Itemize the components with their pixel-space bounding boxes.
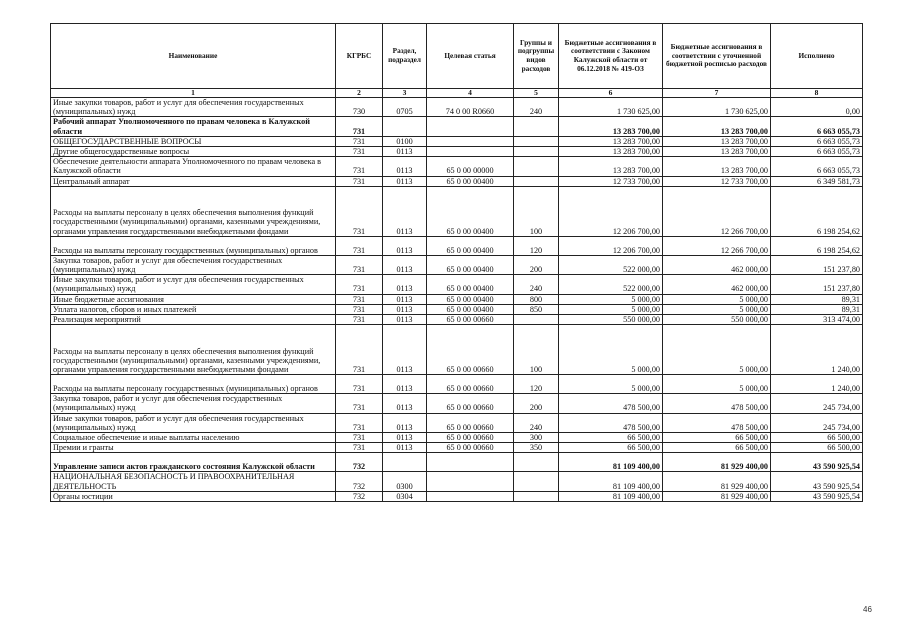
cell-razdel: 0113	[383, 394, 427, 413]
cell-expense-group: 120	[514, 236, 559, 255]
cell-razdel: 0113	[383, 176, 427, 186]
cell-kgrbs: 731	[336, 375, 383, 394]
cell-law-amount: 13 283 700,00	[559, 117, 663, 136]
cell-name: Органы юстиции	[51, 491, 336, 501]
header-target: Целевая статья	[427, 24, 514, 89]
cell-kgrbs: 731	[336, 433, 383, 443]
cell-target	[427, 453, 514, 472]
cell-expense-group	[514, 176, 559, 186]
cell-refined-amount: 5 000,00	[663, 304, 771, 314]
page-number: 46	[863, 605, 872, 614]
cell-name: Премии и гранты	[51, 443, 336, 453]
cell-law-amount: 1 730 625,00	[559, 98, 663, 117]
table-row	[51, 117, 863, 136]
cell-target: 65 0 00 00660	[427, 433, 514, 443]
table-row	[51, 315, 863, 325]
cell-refined-amount: 550 000,00	[663, 315, 771, 325]
cell-executed-amount: 43 590 925,54	[771, 472, 863, 491]
cell-razdel: 0113	[383, 186, 427, 236]
cell-law-amount: 66 500,00	[559, 443, 663, 453]
cell-executed-amount: 151 237,80	[771, 255, 863, 274]
header-name: Наименование	[51, 24, 336, 89]
table-row	[51, 453, 863, 472]
cell-refined-amount: 66 500,00	[663, 443, 771, 453]
cell-expense-group: 300	[514, 433, 559, 443]
cell-executed-amount: 313 474,00	[771, 315, 863, 325]
table-row	[51, 294, 863, 304]
cell-kgrbs: 731	[336, 157, 383, 176]
cell-razdel: 0113	[383, 157, 427, 176]
cell-razdel: 0113	[383, 275, 427, 294]
column-number: 1	[51, 89, 336, 98]
cell-refined-amount: 12 733 700,00	[663, 176, 771, 186]
column-number-row	[51, 89, 863, 98]
cell-executed-amount: 6 663 055,73	[771, 147, 863, 157]
cell-refined-amount: 13 283 700,00	[663, 147, 771, 157]
header-law: Бюджетные ассигнования в соответствии с Законом Калужской области от 06.12.2018 № 419-ОЗ	[559, 24, 663, 89]
cell-name: Центральный аппарат	[51, 176, 336, 186]
cell-expense-group	[514, 315, 559, 325]
column-number: 7	[663, 89, 771, 98]
header-groups: Группы и подгруппы видов расходов	[514, 24, 559, 89]
cell-target	[427, 472, 514, 491]
cell-expense-group: 200	[514, 255, 559, 274]
cell-expense-group: 240	[514, 98, 559, 117]
cell-expense-group: 240	[514, 275, 559, 294]
cell-name: Закупка товаров, работ и услуг для обеспечения государственных (муниципальных) нужд	[51, 255, 336, 274]
cell-law-amount: 478 500,00	[559, 394, 663, 413]
cell-kgrbs: 731	[336, 176, 383, 186]
cell-executed-amount: 6 663 055,73	[771, 157, 863, 176]
cell-kgrbs: 731	[336, 186, 383, 236]
cell-expense-group	[514, 491, 559, 501]
cell-razdel: 0113	[383, 315, 427, 325]
cell-kgrbs: 731	[336, 236, 383, 255]
cell-law-amount: 66 500,00	[559, 433, 663, 443]
cell-kgrbs: 731	[336, 315, 383, 325]
table-row	[51, 413, 863, 432]
cell-refined-amount: 13 283 700,00	[663, 157, 771, 176]
cell-expense-group	[514, 472, 559, 491]
cell-law-amount: 5 000,00	[559, 304, 663, 314]
cell-razdel: 0113	[383, 325, 427, 375]
cell-refined-amount: 81 929 400,00	[663, 491, 771, 501]
cell-name: Рабочий аппарат Уполномоченного по правам человека в Калужской области	[51, 117, 336, 136]
table-row	[51, 433, 863, 443]
cell-refined-amount: 478 500,00	[663, 394, 771, 413]
table-row	[51, 275, 863, 294]
cell-executed-amount: 6 198 254,62	[771, 186, 863, 236]
cell-law-amount: 13 283 700,00	[559, 136, 663, 146]
cell-target: 65 0 00 00660	[427, 443, 514, 453]
cell-kgrbs: 731	[336, 394, 383, 413]
cell-kgrbs: 732	[336, 453, 383, 472]
cell-razdel: 0113	[383, 304, 427, 314]
cell-target: 65 0 00 00400	[427, 236, 514, 255]
cell-refined-amount: 5 000,00	[663, 375, 771, 394]
cell-name: Иные бюджетные ассигнования	[51, 294, 336, 304]
cell-expense-group: 100	[514, 186, 559, 236]
cell-executed-amount: 6 349 581,73	[771, 176, 863, 186]
cell-target: 65 0 00 00660	[427, 413, 514, 432]
cell-executed-amount: 66 500,00	[771, 443, 863, 453]
header-kgrbs: КГРБС	[336, 24, 383, 89]
cell-executed-amount: 43 590 925,54	[771, 453, 863, 472]
cell-executed-amount: 66 500,00	[771, 433, 863, 443]
cell-target: 65 0 00 00400	[427, 176, 514, 186]
column-number: 3	[383, 89, 427, 98]
table-row	[51, 186, 863, 236]
table-body	[51, 98, 863, 502]
cell-name: Закупка товаров, работ и услуг для обеспечения государственных (муниципальных) нужд	[51, 394, 336, 413]
cell-executed-amount: 245 734,00	[771, 413, 863, 432]
table-row	[51, 236, 863, 255]
header-refined: Бюджетные ассигнования в соответствии с уточненной бюджетной росписью расходов	[663, 24, 771, 89]
cell-razdel: 0304	[383, 491, 427, 501]
cell-executed-amount: 43 590 925,54	[771, 491, 863, 501]
cell-name: Иные закупки товаров, работ и услуг для обеспечения государственных (муниципальных) нужд	[51, 275, 336, 294]
table-row	[51, 443, 863, 453]
cell-name: ОБЩЕГОСУДАРСТВЕННЫЕ ВОПРОСЫ	[51, 136, 336, 146]
cell-name: Расходы на выплаты персоналу в целях обеспечения выполнения функций государственными (муниципальными) органами, казенными учреждениями, органами управления государственными внебюджетными фондами	[51, 186, 336, 236]
column-number: 8	[771, 89, 863, 98]
cell-kgrbs: 732	[336, 491, 383, 501]
cell-kgrbs: 731	[336, 147, 383, 157]
table-row	[51, 491, 863, 501]
cell-refined-amount: 1 730 625,00	[663, 98, 771, 117]
cell-razdel: 0113	[383, 375, 427, 394]
cell-refined-amount: 12 266 700,00	[663, 186, 771, 236]
cell-target	[427, 136, 514, 146]
cell-executed-amount: 89,31	[771, 294, 863, 304]
budget-table	[50, 23, 863, 502]
cell-refined-amount: 462 000,00	[663, 275, 771, 294]
cell-target: 65 0 00 00660	[427, 325, 514, 375]
cell-razdel: 0113	[383, 294, 427, 304]
cell-refined-amount: 5 000,00	[663, 325, 771, 375]
cell-name: Уплата налогов, сборов и иных платежей	[51, 304, 336, 314]
cell-executed-amount: 245 734,00	[771, 394, 863, 413]
cell-target	[427, 147, 514, 157]
cell-expense-group: 850	[514, 304, 559, 314]
cell-name: Другие общегосударственные вопросы	[51, 147, 336, 157]
cell-executed-amount: 6 663 055,73	[771, 136, 863, 146]
cell-expense-group: 200	[514, 394, 559, 413]
cell-expense-group: 800	[514, 294, 559, 304]
cell-executed-amount: 89,31	[771, 304, 863, 314]
cell-law-amount: 13 283 700,00	[559, 147, 663, 157]
cell-expense-group: 120	[514, 375, 559, 394]
cell-target: 65 0 00 00400	[427, 275, 514, 294]
cell-law-amount: 522 000,00	[559, 255, 663, 274]
cell-target: 65 0 00 00400	[427, 255, 514, 274]
cell-kgrbs: 731	[336, 275, 383, 294]
cell-razdel: 0113	[383, 413, 427, 432]
table-row	[51, 304, 863, 314]
cell-refined-amount: 81 929 400,00	[663, 472, 771, 491]
cell-refined-amount: 13 283 700,00	[663, 136, 771, 146]
header-executed: Исполнено	[771, 24, 863, 89]
cell-target: 65 0 00 00660	[427, 315, 514, 325]
cell-law-amount: 5 000,00	[559, 325, 663, 375]
cell-law-amount: 478 500,00	[559, 413, 663, 432]
cell-law-amount: 5 000,00	[559, 375, 663, 394]
cell-name: Управление записи актов гражданского состояния Калужской области	[51, 453, 336, 472]
column-number: 5	[514, 89, 559, 98]
column-number: 2	[336, 89, 383, 98]
cell-razdel: 0113	[383, 433, 427, 443]
cell-expense-group	[514, 117, 559, 136]
cell-kgrbs: 731	[336, 304, 383, 314]
header-row	[51, 24, 863, 89]
cell-razdel: 0705	[383, 98, 427, 117]
cell-law-amount: 12 206 700,00	[559, 186, 663, 236]
cell-target: 65 0 00 00660	[427, 375, 514, 394]
cell-razdel: 0100	[383, 136, 427, 146]
cell-razdel: 0113	[383, 255, 427, 274]
cell-refined-amount: 13 283 700,00	[663, 117, 771, 136]
cell-target: 65 0 00 00400	[427, 294, 514, 304]
cell-name: Иные закупки товаров, работ и услуг для обеспечения государственных (муниципальных) нужд	[51, 413, 336, 432]
cell-target	[427, 117, 514, 136]
cell-law-amount: 81 109 400,00	[559, 491, 663, 501]
cell-executed-amount: 1 240,00	[771, 325, 863, 375]
cell-kgrbs: 731	[336, 136, 383, 146]
table-row	[51, 176, 863, 186]
table-row	[51, 325, 863, 375]
cell-kgrbs: 731	[336, 325, 383, 375]
column-number: 6	[559, 89, 663, 98]
cell-name: Реализация мероприятий	[51, 315, 336, 325]
cell-razdel: 0113	[383, 443, 427, 453]
cell-target: 65 0 00 00400	[427, 304, 514, 314]
cell-target: 74 0 00 R0660	[427, 98, 514, 117]
cell-razdel	[383, 453, 427, 472]
cell-refined-amount: 478 500,00	[663, 413, 771, 432]
cell-law-amount: 81 109 400,00	[559, 453, 663, 472]
cell-executed-amount: 1 240,00	[771, 375, 863, 394]
cell-name: Социальное обеспечение и иные выплаты населению	[51, 433, 336, 443]
cell-expense-group	[514, 147, 559, 157]
table-row	[51, 136, 863, 146]
cell-target	[427, 491, 514, 501]
cell-name: Расходы на выплаты персоналу государственных (муниципальных) органов	[51, 236, 336, 255]
table-row	[51, 394, 863, 413]
table-row	[51, 147, 863, 157]
cell-refined-amount: 462 000,00	[663, 255, 771, 274]
cell-executed-amount: 0,00	[771, 98, 863, 117]
cell-kgrbs: 731	[336, 443, 383, 453]
cell-name: Расходы на выплаты персоналу в целях обеспечения выполнения функций государственными (муниципальными) органами, казенными учреждениями, органами управления государственными внебюджетными фондами	[51, 325, 336, 375]
table-row	[51, 98, 863, 117]
cell-law-amount: 81 109 400,00	[559, 472, 663, 491]
cell-expense-group: 350	[514, 443, 559, 453]
table-row	[51, 157, 863, 176]
cell-kgrbs: 732	[336, 472, 383, 491]
cell-expense-group	[514, 157, 559, 176]
cell-expense-group	[514, 136, 559, 146]
cell-kgrbs: 730	[336, 98, 383, 117]
table-row	[51, 255, 863, 274]
cell-executed-amount: 6 663 055,73	[771, 117, 863, 136]
cell-razdel: 0300	[383, 472, 427, 491]
cell-law-amount: 13 283 700,00	[559, 157, 663, 176]
cell-kgrbs: 731	[336, 255, 383, 274]
cell-target: 65 0 00 00400	[427, 186, 514, 236]
cell-law-amount: 522 000,00	[559, 275, 663, 294]
table-row	[51, 375, 863, 394]
cell-refined-amount: 81 929 400,00	[663, 453, 771, 472]
column-number: 4	[427, 89, 514, 98]
cell-razdel	[383, 117, 427, 136]
cell-razdel: 0113	[383, 147, 427, 157]
budget-sheet	[50, 23, 863, 502]
cell-law-amount: 550 000,00	[559, 315, 663, 325]
header-razdel: Раздел, подраздел	[383, 24, 427, 89]
cell-target: 65 0 00 00000	[427, 157, 514, 176]
cell-refined-amount: 66 500,00	[663, 433, 771, 443]
cell-law-amount: 5 000,00	[559, 294, 663, 304]
cell-name: Иные закупки товаров, работ и услуг для обеспечения государственных (муниципальных) нужд	[51, 98, 336, 117]
cell-refined-amount: 5 000,00	[663, 294, 771, 304]
cell-refined-amount: 12 266 700,00	[663, 236, 771, 255]
cell-name: Обеспечение деятельности аппарата Уполномоченного по правам человека в Калужской области	[51, 157, 336, 176]
cell-executed-amount: 6 198 254,62	[771, 236, 863, 255]
cell-kgrbs: 731	[336, 413, 383, 432]
cell-target: 65 0 00 00660	[427, 394, 514, 413]
table-row	[51, 472, 863, 491]
cell-law-amount: 12 733 700,00	[559, 176, 663, 186]
cell-expense-group: 100	[514, 325, 559, 375]
cell-razdel: 0113	[383, 236, 427, 255]
cell-kgrbs: 731	[336, 294, 383, 304]
cell-name: НАЦИОНАЛЬНАЯ БЕЗОПАСНОСТЬ И ПРАВООХРАНИТЕЛЬНАЯ ДЕЯТЕЛЬНОСТЬ	[51, 472, 336, 491]
cell-law-amount: 12 206 700,00	[559, 236, 663, 255]
cell-name: Расходы на выплаты персоналу государственных (муниципальных) органов	[51, 375, 336, 394]
cell-kgrbs: 731	[336, 117, 383, 136]
cell-executed-amount: 151 237,80	[771, 275, 863, 294]
cell-expense-group: 240	[514, 413, 559, 432]
cell-expense-group	[514, 453, 559, 472]
